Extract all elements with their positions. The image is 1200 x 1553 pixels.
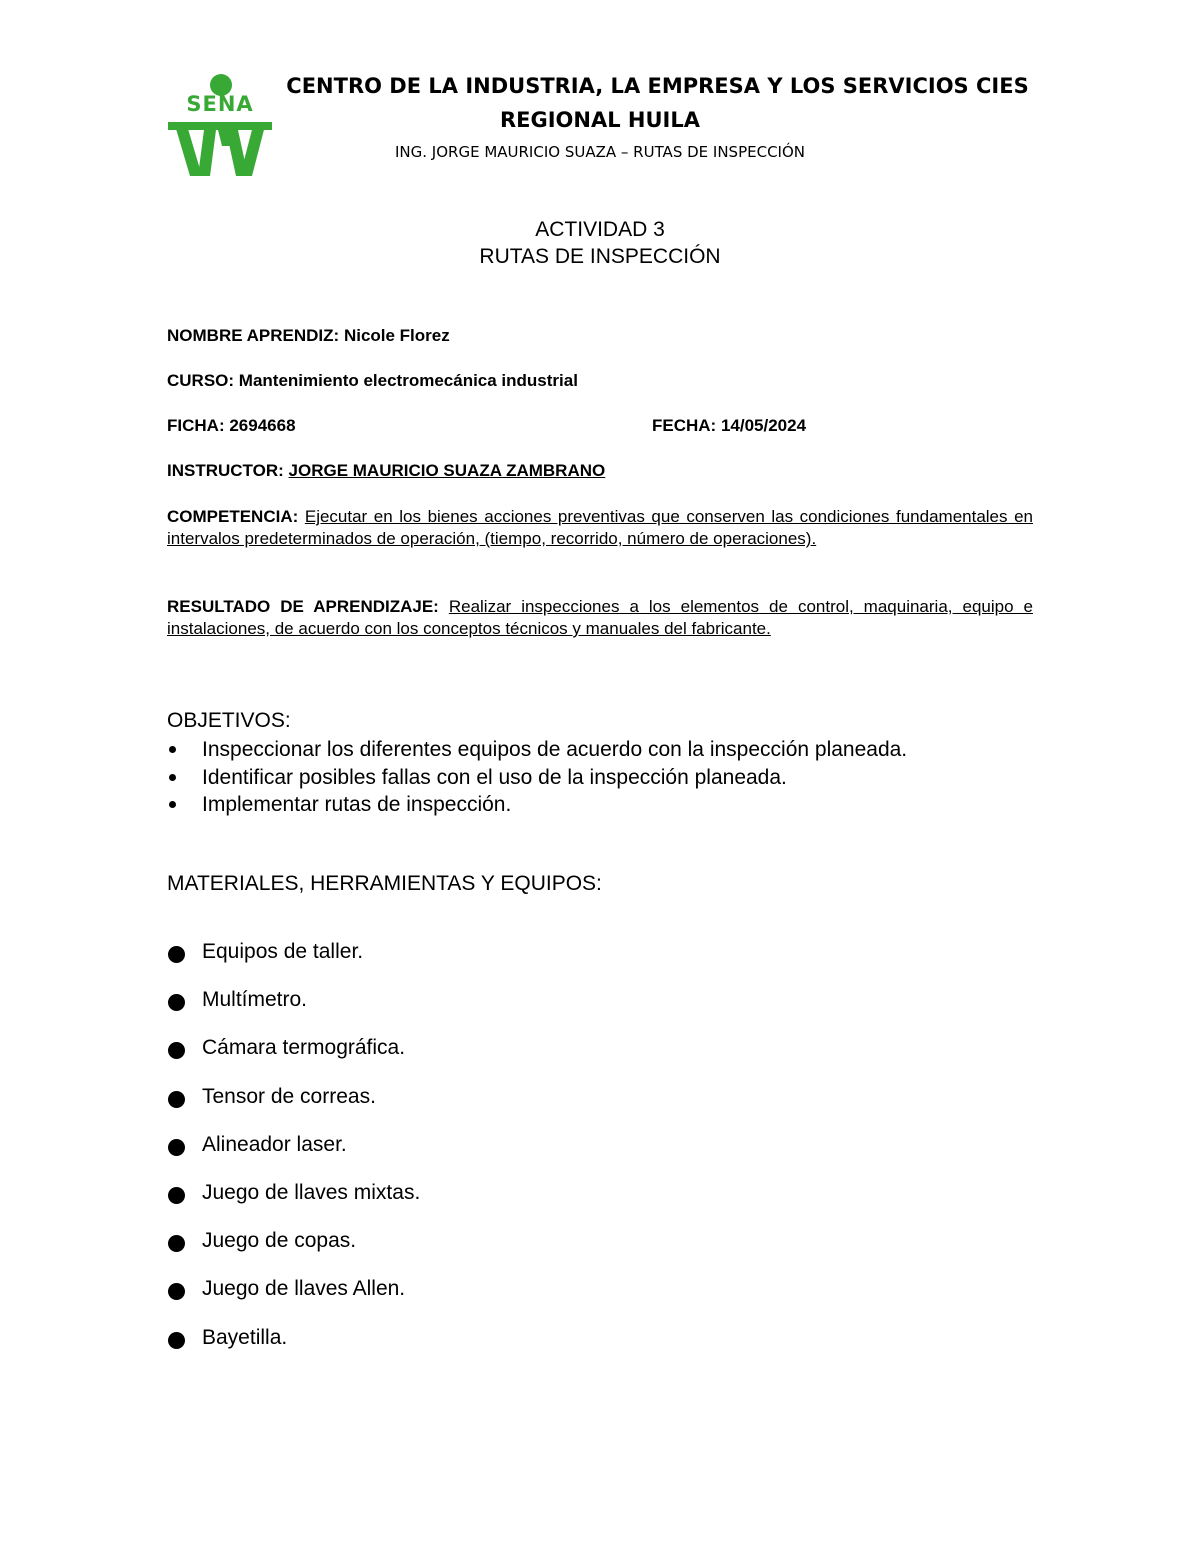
ficha-value: 2694668 xyxy=(229,416,296,435)
ficha-label: FICHA: xyxy=(167,416,225,435)
list-item xyxy=(167,1227,420,1275)
activity-subtitle: RUTAS DE INSPECCIÓN xyxy=(479,245,721,268)
header-regional: REGIONAL HUILA xyxy=(499,108,700,132)
curso-label: CURSO: xyxy=(167,371,235,390)
field-competencia xyxy=(167,506,1033,550)
bullet-icon xyxy=(168,1042,185,1059)
curso-value: Mantenimiento electromecánica industrial xyxy=(238,371,578,390)
objetivo-text: Identificar posibles fallas con el uso de la inspección planeada. xyxy=(202,765,787,789)
nombre-value: Nicole Florez xyxy=(343,326,450,345)
material-text: Multímetro. xyxy=(202,988,308,1012)
instructor-label: INSTRUCTOR: xyxy=(167,461,284,480)
list-item xyxy=(167,764,907,792)
material-text: Juego de copas. xyxy=(202,1229,357,1253)
field-resultado xyxy=(167,596,1033,640)
resultado-label: RESULTADO DE APRENDIZAJE: xyxy=(167,597,439,616)
materiales-heading: MATERIALES, HERRAMIENTAS Y EQUIPOS: xyxy=(167,872,602,895)
objetivo-text: Inspeccionar los diferentes equipos de acuerdo con la inspección planeada. xyxy=(202,738,908,761)
bullet-icon xyxy=(168,1139,185,1156)
instructor-value: JORGE MAURICIO SUAZA ZAMBRANO xyxy=(288,461,606,480)
bullet-icon xyxy=(168,1187,185,1204)
material-text: Cámara termográfica. xyxy=(202,1036,406,1060)
list-item xyxy=(167,1324,420,1372)
competencia-value: Ejecutar en los bienes acciones preventivas que conserven las condiciones fundamentales en intervalos predeterminados de operación, (tiempo, recorrido, número de operaciones). xyxy=(167,507,1033,548)
field-fecha xyxy=(652,416,806,436)
list-item xyxy=(167,1083,420,1131)
list-item xyxy=(167,1131,420,1179)
list-item xyxy=(167,1275,420,1323)
header-institution: CENTRO DE LA INDUSTRIA, LA EMPRESA Y LOS SERVICIOS CIES xyxy=(286,74,1029,98)
nombre-label: NOMBRE APRENDIZ: xyxy=(167,326,340,345)
bullet-icon xyxy=(168,994,185,1011)
bullet-icon xyxy=(169,746,176,753)
material-text: Alineador laser. xyxy=(202,1132,347,1156)
resultado-value: Realizar inspecciones a los elementos de control, maquinaria, equipo e instalaciones, de acuerdo con los conceptos técnicos y manuales del fabricante. xyxy=(167,597,1033,638)
list-item xyxy=(167,1034,420,1082)
material-text: Bayetilla. xyxy=(202,1325,288,1349)
field-curso xyxy=(167,371,578,391)
list-item xyxy=(167,736,907,764)
material-text: Juego de llaves Allen. xyxy=(202,1277,406,1301)
list-item xyxy=(167,1179,420,1227)
list-item xyxy=(167,791,907,819)
material-text: Equipos de taller. xyxy=(202,940,364,963)
materiales-list xyxy=(167,938,420,1372)
field-ficha xyxy=(167,416,296,436)
bullet-icon xyxy=(168,946,185,963)
objetivos-heading: OBJETIVOS: xyxy=(167,709,291,732)
activity-title: ACTIVIDAD 3 xyxy=(535,218,665,241)
competencia-label: COMPETENCIA: xyxy=(167,507,299,526)
field-instructor xyxy=(167,461,605,481)
material-text: Juego de llaves mixtas. xyxy=(202,1180,421,1204)
list-item xyxy=(167,938,420,986)
logo-text: SENA xyxy=(186,92,254,116)
bullet-icon xyxy=(168,1283,185,1300)
objetivo-text: Implementar rutas de inspección. xyxy=(202,793,512,816)
bullet-icon xyxy=(168,1235,185,1252)
fecha-value: 14/05/2024 xyxy=(720,416,807,435)
bullet-icon xyxy=(168,1332,185,1349)
bullet-icon xyxy=(169,774,176,781)
list-item xyxy=(167,986,420,1034)
bullet-icon xyxy=(168,1091,185,1108)
material-text: Tensor de correas. xyxy=(202,1084,376,1108)
field-nombre xyxy=(167,326,450,346)
header-subtitle: ING. JORGE MAURICIO SUAZA – RUTAS DE INSPECCIÓN xyxy=(395,143,805,161)
objetivos-list xyxy=(167,736,907,819)
bullet-icon xyxy=(169,801,176,808)
fecha-label: FECHA: xyxy=(652,416,717,435)
